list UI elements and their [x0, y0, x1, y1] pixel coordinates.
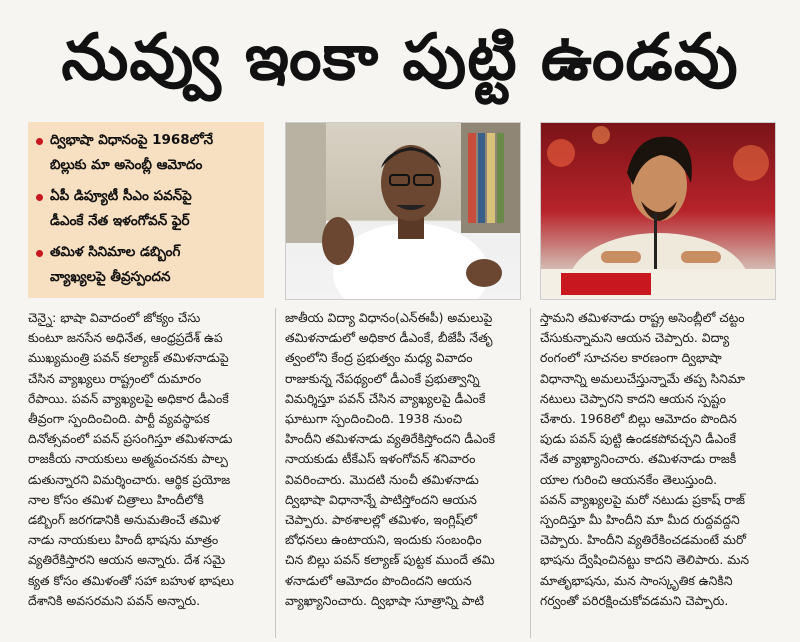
article-line: చేసిన వ్యాఖ్యలు రాష్ట్రంలో దుమారం	[28, 370, 202, 386]
article-line: హిందీని తమిళనాడు వ్యతిరేకిస్తోందని డీఎంకే	[285, 431, 496, 447]
article-line: భాషను ద్వేషించినట్టు కాదని తెలిపారు. మన	[540, 552, 750, 568]
highlights-box	[28, 122, 264, 298]
bullet-icon	[36, 250, 43, 257]
article-line: త్వంలోని కేంద్ర ప్రభుత్వం మధ్య వివాదం	[285, 350, 473, 366]
article-line: వివరించారు. మొదటి నుంచీ తమిళనాడు	[285, 471, 479, 487]
article-line: ళనాడులో ఆమోదం పొందిందని ఆయన	[285, 572, 472, 588]
article-line: చెన్నై: భాషా వివాదంలో జోక్యం చేసు	[28, 310, 201, 325]
article-line: నటులు చెప్పారని కాదని ఆయన స్పష్టం	[540, 390, 726, 406]
highlight-text: ద్విభాషా విధానంపై 1968లోనే బిల్లుకు మా అసెంబ్లీ ఆమోదం	[50, 132, 214, 173]
article-line: నాడు నాయకులు హిందీ భాషను మాత్రం	[28, 532, 219, 548]
article-line: ముఖ్యమంత్రి పవన్ కల్యాణ్ తమిళనాడుపై	[28, 350, 229, 366]
bullet-icon	[36, 194, 43, 201]
portrait-illustration	[286, 123, 520, 299]
article-line: ద్విభాషా విధానాన్నే పాటిస్తోందని ఆయన	[285, 491, 477, 507]
article-line: చెప్పారు. హిందీని వ్యతిరేకించడమంటే మరో	[540, 532, 746, 548]
article-column-2	[285, 308, 519, 611]
article-line: నాల కోసం తమిళ చిత్రాలు హిందీలోకి	[28, 491, 204, 507]
article-line: చెప్పారు. పాఠశాలల్లో తమిళం, ఇంగ్లిష్‌లో	[285, 512, 478, 528]
article-column-1	[28, 308, 264, 611]
headline: నువ్వు ఇంకా పుట్టి ఉండవు	[61, 21, 739, 95]
article-line: తమిళనాడులో అధికార డీఎంకే, బీజేపీ నేతృ	[285, 330, 493, 346]
article-line: క్యత కోసం తమిళంతో సహా బహుళ భాషలు	[28, 572, 234, 588]
article-line: రాజకీయ నాయకులు అత్మవంచనకు పాల్ప	[28, 451, 228, 467]
article-line: రేపాయి. పవన్ వ్యాఖ్యలపై అధికార డీఎంకే	[28, 390, 229, 406]
article-line: రంగంలో సూచనల కారణంగా ద్విభాషా	[540, 350, 722, 366]
speaker-illustration	[541, 123, 775, 299]
article-line: దినోత్సవంలో పవన్ ప్రసంగిస్తూ తమిళనాడు	[28, 431, 233, 447]
article-line: బోధనలు ఉంటాయని, ఇందుకు సంబంధిం	[285, 532, 482, 548]
highlight-text: తమిళ సినిమాల డబ్బింగ్ వ్యాఖ్యలపై తీవ్రస్పందన	[50, 244, 181, 285]
article-line: స్పందిస్తూ మీ హిందీని మా మీద రుద్దవద్దని	[540, 512, 740, 528]
highlight-item	[36, 184, 256, 234]
article-line: దేశానికి అవసరమని పవన్ అన్నారు.	[28, 592, 201, 608]
article-line: యాల గురించి ఆయనకేం తెలుస్తుంది.	[540, 471, 718, 487]
article-line: విమర్శిస్తూ పవన్ చేసిన వ్యాఖ్యలపై డీఎంకే	[285, 390, 486, 406]
article-line: గర్వంతో పరిరక్షించుకోవడమని చెప్పారు.	[540, 592, 729, 608]
article-line: రాజుకున్న నేపథ్యంలో డీఎంకే ప్రభుత్వాన్ని	[285, 370, 480, 386]
article-line: నేత వ్యాఖ్యానించారు. తమిళనాడు రాజకీ	[540, 451, 737, 467]
article-line: పుడు పవన్ పుట్టి ఉండకపోవచ్చని డీఎంకే	[540, 431, 737, 447]
bullet-icon	[36, 138, 43, 145]
article-line: డబ్బింగ్ జరగడానికి అనుమతించే తమిళ	[28, 512, 221, 528]
photo-dmk-leader	[285, 122, 521, 300]
article-line: పవన్ వ్యాఖ్యలపై మరో నటుడు ప్రకాష్ రాజ్	[540, 491, 745, 507]
article-line: వ్యతిరేకిస్తారని ఆయన అన్నారు. దేశ సమై	[28, 552, 226, 568]
highlight-item	[36, 240, 256, 290]
article-line: చేశారు. 1968లో బిల్లు ఆమోదం పొందిన	[540, 411, 737, 427]
column-divider	[530, 308, 531, 638]
article-line: విధానాన్ని అమలుచేస్తున్నామే తప్ప సినిమా	[540, 370, 745, 386]
article-line: జాతీయ విద్యా విధానం(ఎన్ఈపీ) అమలుపై	[285, 310, 493, 325]
article-line: డుతున్నారని విమర్శించారు. ఆర్థిక ప్రయోజ	[28, 471, 231, 487]
article-line: వ్యాఖ్యానించారు. ద్విభాషా సూత్రాన్ని పాటి	[285, 592, 485, 608]
highlight-text: ఏపీ డిప్యూటీ సీఎం పవన్‌పై డీఎంకే నేత ఇళంగోవన్ ఫైర్	[50, 188, 192, 229]
article-line: నాయకుడు టీకేఎస్ ఇళంగోవన్ శనివారం	[285, 451, 476, 467]
highlight-item	[36, 128, 256, 178]
article-line: తీవ్రంగా స్పందించింది. పార్టీ వ్యవస్థాపక	[28, 411, 210, 427]
photo-pawan-kalyan	[540, 122, 776, 300]
article-line: కుంటూ జనసేన అధినేత, ఆంధ్రప్రదేశ్ ఉప	[28, 330, 223, 346]
article-line: ఘాటుగా స్పందించింది. 1938 నుంచి	[285, 411, 463, 427]
article-column-3	[540, 308, 774, 611]
article-line: చిన బిల్లు పవన్ కల్యాణ్ పుట్టక ముందే తమి	[285, 552, 495, 568]
article-line: చేసుకున్నామని ఆయన చెప్పారు. విద్యా	[540, 330, 730, 346]
article-line: మాతృభాషను, మన సాంస్కృతిక ఉనికిని	[540, 572, 733, 588]
column-divider	[275, 308, 276, 638]
article-line: స్తామని తమిళనాడు రాష్ట్ర అసెంబ్లీలో చట్టం	[540, 310, 745, 325]
